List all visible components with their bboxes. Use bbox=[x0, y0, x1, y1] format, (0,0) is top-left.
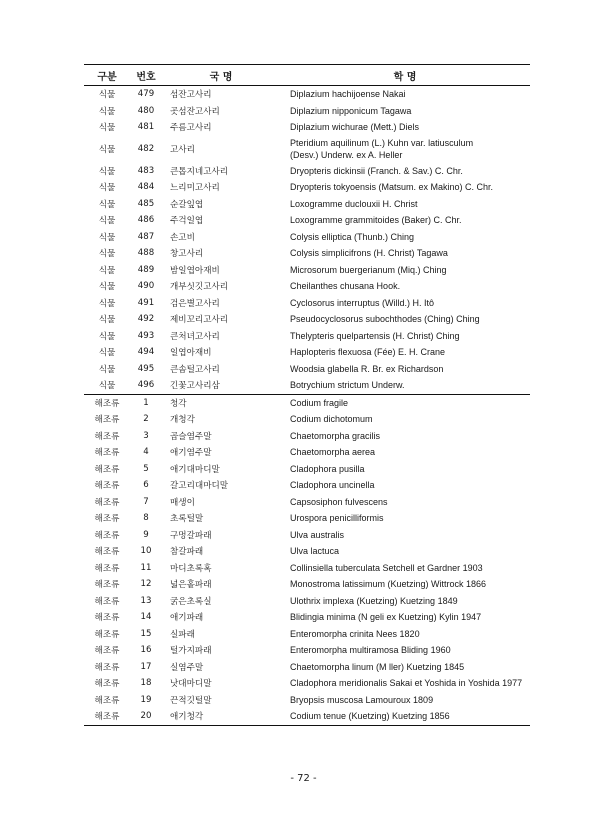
cell-scientific-name: Enteromorpha crinita Nees 1820 bbox=[290, 628, 420, 639]
cell-number: 16 bbox=[140, 645, 152, 656]
cell-korean-name: 검은별고사리 bbox=[170, 298, 220, 309]
table-row bbox=[84, 428, 530, 445]
cell-number: 496 bbox=[137, 380, 155, 391]
table-row bbox=[84, 179, 530, 196]
cell-korean-name: 고사리 bbox=[170, 145, 195, 155]
cell-division: 식물 bbox=[98, 145, 116, 155]
table-row bbox=[84, 494, 530, 511]
table-row bbox=[84, 136, 530, 163]
cell-number: 14 bbox=[140, 612, 152, 623]
header-row bbox=[84, 65, 530, 86]
cell-division: 해조류 bbox=[94, 563, 120, 574]
cell-number: 13 bbox=[140, 595, 152, 606]
cell-scientific-name: Enteromorpha multiramosa Bliding 1960 bbox=[290, 645, 451, 656]
cell-korean-name: 실파래 bbox=[170, 629, 195, 640]
header-scientific-name: 학 명 bbox=[280, 65, 530, 86]
table-row bbox=[84, 377, 530, 394]
cell-division: 해조류 bbox=[94, 547, 120, 558]
cell-korean-name: 제비꼬리고사리 bbox=[170, 315, 229, 326]
cell-korean-name: 밤일엽아재비 bbox=[170, 265, 220, 276]
cell-scientific-name: Bryopsis muscosa Lamouroux 1809 bbox=[290, 694, 434, 705]
cell-division: 식물 bbox=[98, 348, 116, 359]
table-row bbox=[84, 543, 530, 560]
cell-division: 해조류 bbox=[94, 679, 120, 690]
cell-scientific-name: Dryopteris tokyoensis (Matsum. ex Makino) C. Chr. bbox=[290, 182, 494, 193]
cell-korean-name: 일엽아재비 bbox=[170, 348, 212, 359]
cell-number: 3 bbox=[143, 430, 149, 441]
cell-scientific-name: Cladophora pusilla bbox=[290, 463, 365, 474]
scientific-name-line-2: (Desv.) Underw. ex A. Heller bbox=[290, 150, 403, 160]
cell-scientific-name: Urospora penicilliformis bbox=[290, 513, 384, 524]
cell-scientific-name: Colysis simplicifrons (H. Christ) Tagawa bbox=[290, 248, 448, 259]
cell-korean-name: 갈고리대마디말 bbox=[170, 481, 229, 492]
cell-number: 481 bbox=[137, 122, 155, 133]
cell-korean-name: 실염주말 bbox=[170, 662, 204, 673]
cell-korean-name: 곳섬잔고사리 bbox=[170, 106, 220, 117]
table-row bbox=[84, 86, 530, 103]
cell-division: 해조류 bbox=[94, 596, 120, 607]
table-row bbox=[84, 593, 530, 610]
cell-division: 식물 bbox=[98, 265, 116, 276]
table-row bbox=[84, 295, 530, 312]
cell-division: 해조류 bbox=[94, 481, 120, 492]
cell-korean-name: 매생이 bbox=[170, 497, 195, 508]
cell-scientific-name: Cyclosorus interruptus (Willd.) H. Itô bbox=[290, 297, 435, 308]
cell-korean-name: 큰솜털고사리 bbox=[170, 364, 220, 375]
cell-korean-name: 애기청각 bbox=[162, 708, 280, 725]
table-row bbox=[84, 642, 530, 659]
cell-korean-name: 애기염주말 bbox=[170, 448, 212, 459]
cell-number: 20 bbox=[130, 708, 162, 725]
cell-number: 12 bbox=[140, 579, 152, 590]
cell-number: 480 bbox=[137, 105, 155, 116]
cell-number: 484 bbox=[137, 182, 155, 193]
cell-number: 488 bbox=[137, 248, 155, 259]
table-row bbox=[84, 411, 530, 428]
cell-korean-name: 애기대마디말 bbox=[170, 464, 220, 475]
cell-scientific-name: Diplazium nipponicum Tagawa bbox=[290, 105, 412, 116]
cell-division: 식물 bbox=[98, 106, 116, 117]
cell-number: 8 bbox=[143, 513, 149, 524]
table-header bbox=[84, 65, 530, 86]
cell-number: 490 bbox=[137, 281, 155, 292]
cell-division: 식물 bbox=[98, 298, 116, 309]
table-row bbox=[84, 394, 530, 411]
cell-scientific-name: Codium fragile bbox=[280, 394, 530, 411]
cell-scientific-name: Cheilanthes chusana Hook. bbox=[290, 281, 401, 292]
table-row bbox=[84, 229, 530, 246]
table-row bbox=[84, 576, 530, 593]
cell-scientific-name: Pseudocyclosorus subochthodes (Ching) Ching bbox=[290, 314, 480, 325]
cell-number: 489 bbox=[137, 264, 155, 275]
cell-division: 식물 bbox=[98, 381, 116, 392]
table-row bbox=[84, 344, 530, 361]
table-row bbox=[84, 527, 530, 544]
cell-scientific-name: Ulva lactuca bbox=[290, 546, 340, 557]
cell-korean-name: 순갈잎엽 bbox=[170, 199, 204, 210]
page-number: - 72 - bbox=[290, 773, 317, 784]
cell-division: 해조류 bbox=[94, 448, 120, 459]
cell-scientific-name: Monostroma latissimum (Kuetzing) Wittrock 1866 bbox=[290, 579, 487, 590]
table-row bbox=[84, 708, 530, 725]
cell-korean-name: 애기파래 bbox=[170, 613, 204, 624]
cell-scientific-name: Loxogramme duclouxii H. Christ bbox=[290, 198, 418, 209]
cell-korean-name: 곱슬염주말 bbox=[170, 431, 212, 442]
species-table bbox=[84, 64, 530, 726]
cell-number: 2 bbox=[143, 414, 149, 425]
cell-number: 1 bbox=[130, 394, 162, 411]
cell-division: 해조류 bbox=[94, 497, 120, 508]
cell-scientific-name: Capsosiphon fulvescens bbox=[290, 496, 388, 507]
cell-division: 해조류 bbox=[94, 415, 120, 426]
cell-division: 해조류 bbox=[84, 394, 130, 411]
cell-division: 식물 bbox=[98, 183, 116, 194]
cell-division: 해조류 bbox=[94, 695, 120, 706]
cell-korean-name: 손고비 bbox=[170, 232, 195, 243]
cell-division: 식물 bbox=[98, 364, 116, 375]
table-row bbox=[84, 461, 530, 478]
cell-number: 492 bbox=[137, 314, 155, 325]
species-table-container bbox=[84, 64, 530, 726]
cell-scientific-name: Chaetomorpha gracilis bbox=[290, 430, 381, 441]
cell-division: 식물 bbox=[98, 90, 116, 101]
cell-number: 482 bbox=[137, 144, 155, 154]
table-row bbox=[84, 103, 530, 120]
cell-korean-name: 참갈파래 bbox=[170, 547, 204, 558]
cell-number: 15 bbox=[140, 628, 152, 639]
cell-division: 해조류 bbox=[94, 646, 120, 657]
cell-korean-name: 느리미고사리 bbox=[170, 183, 220, 194]
table-row bbox=[84, 477, 530, 494]
table-body bbox=[84, 86, 530, 726]
cell-korean-name: 털가지파래 bbox=[170, 646, 212, 657]
cell-division: 식물 bbox=[98, 216, 116, 227]
cell-scientific-name: Woodsia glabella R. Br. ex Richardson bbox=[290, 363, 444, 374]
cell-number: 10 bbox=[140, 546, 152, 557]
cell-division: 식물 bbox=[98, 282, 116, 293]
cell-scientific-name: Chaetomorpha aerea bbox=[290, 447, 376, 458]
cell-scientific-name: Collinsiella tuberculata Setchell et Gardner 1903 bbox=[290, 562, 483, 573]
cell-number: 5 bbox=[143, 463, 149, 474]
cell-scientific-name bbox=[280, 136, 530, 163]
cell-division: 식물 bbox=[98, 232, 116, 243]
table-row bbox=[84, 692, 530, 709]
table-row bbox=[84, 163, 530, 180]
cell-number: 6 bbox=[143, 480, 149, 491]
table-row bbox=[84, 659, 530, 676]
cell-scientific-name: Thelypteris quelpartensis (H. Christ) Ching bbox=[290, 330, 460, 341]
cell-number: 486 bbox=[137, 215, 155, 226]
cell-scientific-name: Botrychium strictum Underw. bbox=[290, 380, 405, 391]
cell-number: 493 bbox=[137, 330, 155, 341]
cell-korean-name: 낫대마디말 bbox=[170, 679, 212, 690]
cell-number: 495 bbox=[137, 363, 155, 374]
cell-scientific-name: Loxogramme grammitoides (Baker) C. Chr. bbox=[290, 215, 462, 226]
cell-division: 해조류 bbox=[84, 708, 130, 725]
cell-korean-name: 긴꽃고사리삼 bbox=[170, 381, 220, 392]
cell-division: 해조류 bbox=[94, 613, 120, 624]
cell-korean-name: 굵은초록실 bbox=[170, 596, 212, 607]
cell-number: 494 bbox=[137, 347, 155, 358]
cell-division: 식물 bbox=[98, 123, 116, 134]
cell-korean-name: 주름고사리 bbox=[170, 123, 212, 134]
cell-division: 해조류 bbox=[94, 514, 120, 525]
cell-korean-name: 큰톱지네고사리 bbox=[170, 166, 229, 177]
cell-number: 11 bbox=[140, 562, 152, 573]
table-row bbox=[84, 560, 530, 577]
header-division: 구분 bbox=[84, 65, 130, 86]
scientific-name-line-1: Pteridium aquilinum (L.) Kuhn var. latiusculum bbox=[290, 138, 474, 148]
cell-number: 19 bbox=[140, 694, 152, 705]
cell-korean-name: 구멍갈파래 bbox=[170, 530, 212, 541]
cell-korean-name: 청각 bbox=[162, 394, 280, 411]
cell-division: 식물 bbox=[98, 166, 116, 177]
cell-division: 해조류 bbox=[94, 662, 120, 673]
table-row bbox=[84, 311, 530, 328]
cell-korean-name: 넓은홑파래 bbox=[170, 580, 212, 591]
cell-korean-name: 개부싯깃고사리 bbox=[170, 282, 229, 293]
header-korean-name: 국 명 bbox=[162, 65, 280, 86]
cell-division: 해조류 bbox=[94, 431, 120, 442]
cell-number: 483 bbox=[137, 165, 155, 176]
cell-korean-name: 초록털말 bbox=[170, 514, 204, 525]
table-row bbox=[84, 212, 530, 229]
cell-number: 9 bbox=[143, 529, 149, 540]
cell-division: 식물 bbox=[98, 331, 116, 342]
cell-scientific-name: Diplazium wichurae (Mett.) Diels bbox=[290, 122, 420, 133]
cell-korean-name: 끈적깃털말 bbox=[170, 695, 212, 706]
table-row bbox=[84, 328, 530, 345]
cell-scientific-name: Cladophora uncinella bbox=[290, 480, 375, 491]
table-row bbox=[84, 361, 530, 378]
table-row bbox=[84, 278, 530, 295]
cell-number: 18 bbox=[140, 678, 152, 689]
cell-scientific-name: Ulva australis bbox=[290, 529, 345, 540]
cell-scientific-name: Diplazium hachijoense Nakai bbox=[290, 89, 406, 100]
cell-number: 4 bbox=[143, 447, 149, 458]
cell-scientific-name: Ulothrix implexa (Kuetzing) Kuetzing 1849 bbox=[290, 595, 458, 606]
table-row bbox=[84, 119, 530, 136]
cell-scientific-name: Haplopteris flexuosa (Fée) E. H. Crane bbox=[290, 347, 446, 358]
cell-korean-name: 주걱일엽 bbox=[170, 216, 204, 227]
cell-number: 17 bbox=[140, 661, 152, 672]
cell-division: 식물 bbox=[98, 315, 116, 326]
cell-number: 7 bbox=[143, 496, 149, 507]
cell-number: 487 bbox=[137, 231, 155, 242]
cell-division: 해조류 bbox=[94, 580, 120, 591]
cell-scientific-name: Cladophora meridionalis Sakai et Yoshida in Yoshida 1977 bbox=[290, 678, 523, 689]
table-row bbox=[84, 196, 530, 213]
cell-number: 479 bbox=[137, 89, 155, 100]
table-row bbox=[84, 626, 530, 643]
cell-division: 해조류 bbox=[94, 464, 120, 475]
table-row bbox=[84, 444, 530, 461]
cell-scientific-name: Microsorum buergerianum (Miq.) Ching bbox=[290, 264, 447, 275]
cell-division: 해조류 bbox=[94, 629, 120, 640]
cell-division: 식물 bbox=[98, 199, 116, 210]
cell-scientific-name: Chaetomorpha linum (M ller) Kuetzing 1845 bbox=[290, 661, 465, 672]
cell-number: 491 bbox=[137, 297, 155, 308]
cell-korean-name: 개청각 bbox=[170, 415, 195, 426]
table-row bbox=[84, 675, 530, 692]
cell-scientific-name: Codium tenue (Kuetzing) Kuetzing 1856 bbox=[280, 708, 530, 725]
cell-korean-name: 마디초록혹 bbox=[170, 563, 212, 574]
header-number: 번호 bbox=[130, 65, 162, 86]
cell-korean-name: 창고사리 bbox=[170, 249, 204, 260]
cell-scientific-name: Codium dichotomum bbox=[290, 414, 373, 425]
table-row bbox=[84, 245, 530, 262]
table-row bbox=[84, 609, 530, 626]
table-row bbox=[84, 510, 530, 527]
cell-scientific-name: Blidingia minima (N geli ex Kuetzing) Kylin 1947 bbox=[290, 612, 482, 623]
cell-number: 485 bbox=[137, 198, 155, 209]
table-row bbox=[84, 262, 530, 279]
cell-division: 식물 bbox=[98, 249, 116, 260]
cell-korean-name: 섬잔고사리 bbox=[170, 90, 212, 101]
cell-division: 해조류 bbox=[94, 530, 120, 541]
cell-korean-name: 큰처녀고사리 bbox=[170, 331, 220, 342]
cell-scientific-name: Colysis elliptica (Thunb.) Ching bbox=[290, 231, 415, 242]
cell-scientific-name: Dryopteris dickinsii (Franch. & Sav.) C. Chr. bbox=[290, 165, 463, 176]
